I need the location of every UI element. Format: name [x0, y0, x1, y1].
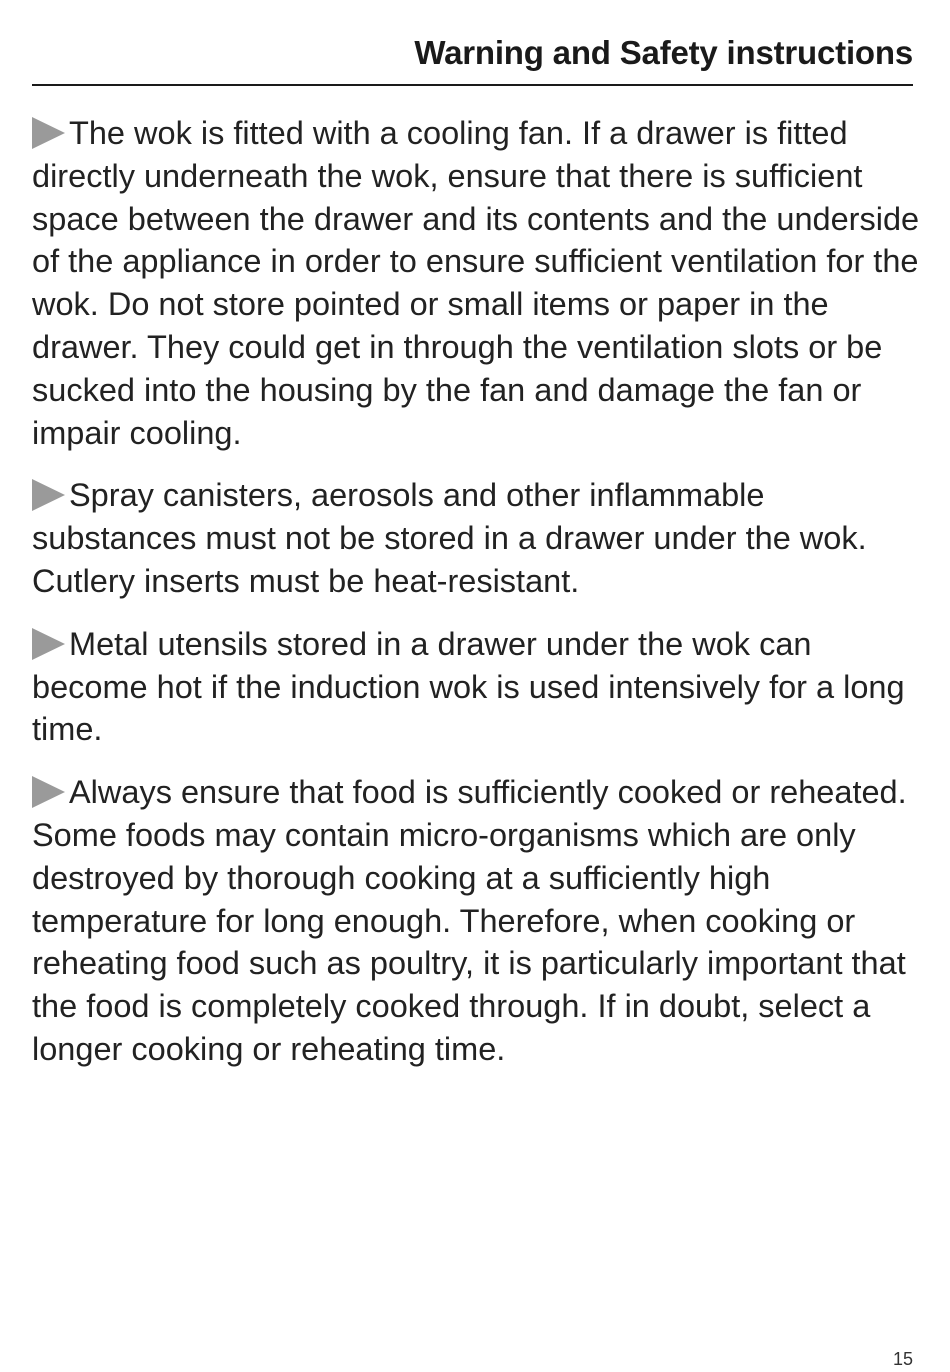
- section-title: Warning and Safety instructions: [414, 34, 913, 71]
- page-header: [32, 30, 913, 86]
- warnings-list: [32, 112, 922, 1091]
- triangle-bullet-icon: [32, 776, 65, 808]
- warning-text: Always ensure that food is sufficiently cooked or reheated. Some foods may contain micro-organisms which are only destroyed by thorough cooking at a sufficiently high temperature for long enough. Therefore, when cooking or reheating food such as poultry, it is particularly important that the food is completely cooked through. If in doubt, select a longer cooking or reheating time.: [32, 774, 907, 1067]
- warning-text: Spray canisters, aerosols and other inflammable substances must not be stored in a drawer under the wok. Cutlery inserts must be heat-resistant.: [32, 477, 867, 599]
- page-number: 15: [892, 1349, 913, 1369]
- warning-item: [32, 474, 922, 602]
- triangle-bullet-icon: [32, 117, 65, 149]
- warning-text: Metal utensils stored in a drawer under the wok can become hot if the induction wok is used intensively for a long time.: [32, 625, 905, 748]
- warning-text: The wok is fitted with a cooling fan. If a drawer is fitted directly underneath the wok, ensure that there is sufficient space between the drawer and its contents and the underside of the appliance in order to ensure sufficient ventilation for the wok. Do not store pointed or small items or paper in the drawer. They could get in through the ventilation slots or be sucked into the housing by the fan and damage the fan or impair cooling.: [32, 115, 920, 451]
- warning-item: [32, 771, 922, 1071]
- triangle-bullet-icon: [32, 479, 65, 511]
- triangle-bullet-icon: [32, 628, 65, 660]
- warning-item: [32, 112, 922, 454]
- warning-item: [32, 623, 922, 751]
